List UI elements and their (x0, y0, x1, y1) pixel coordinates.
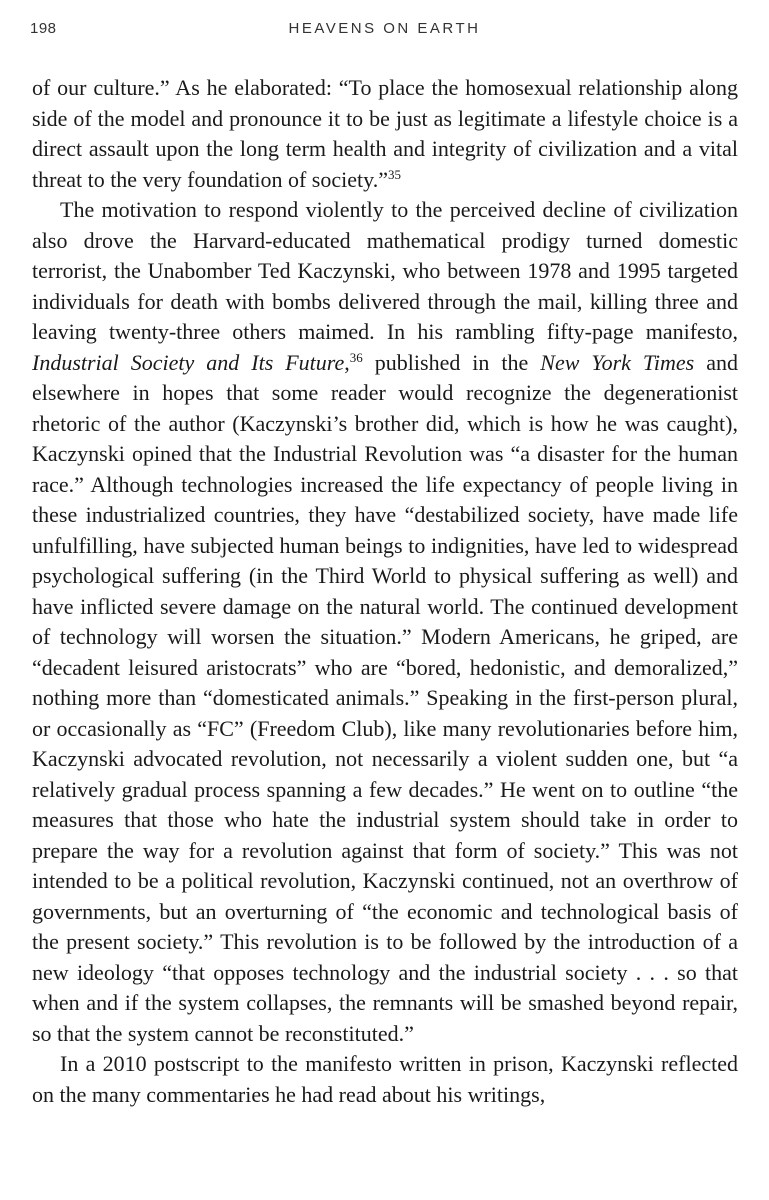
text-segment: of our culture.” As he elaborated: “To place the homosexual relationship along side of the model and pronounce it to be just as legitimate a lifestyle choice is a direct assault upon the long term health and integrity of civilization and a vital threat to the very foundation of society.” (32, 75, 738, 192)
text-segment: published in the (362, 349, 541, 375)
italic-title: New York Times (540, 349, 695, 375)
paragraph (32, 195, 738, 1049)
body-text (32, 73, 738, 1110)
text-segment: In a 2010 postscript to the manifesto written in prison, Kaczynski reflected on the many commentaries he had read about his writings, (32, 1051, 738, 1107)
italic-title: Industrial Society and Its Future (32, 349, 345, 375)
paragraph (32, 73, 738, 195)
page-number: 198 (30, 20, 57, 37)
footnote-marker: 36 (349, 349, 363, 365)
text-segment: , (344, 349, 350, 375)
text-segment: The motivation to respond violently to the perceived decline of civilization also drove the Harvard-educated mathematical prodigy turned domestic terrorist, the Unabomber Ted Kaczynski, who between 1978 and 1995 targeted individuals for death with bombs delivered through the mail, killing three and leaving twenty-three others maimed. In his rambling fifty-page manifesto, (32, 197, 738, 344)
text-segment: and elsewhere in hopes that some reader would recognize the degenerationist rhetoric of the author (Kaczynski’s brother did, which is how he was caught), Kaczynski opined that the Industrial Revolution was “a disaster for the human race.” Although technologies increased the life expectancy of people living in these industrialized countries, they have “destabilized society, have made life unfulfilling, have subjected human beings to indignities, have led to widespread psychological suffering (in the Third World to physical suffering as well) and have inflicted severe damage on the natural world. The continued development of technology will worsen the situation.” Modern Americans, he griped, are “decadent leisured aristocrats” who are “bored, hedonistic, and demoralized,” nothing more than “domesticated animals.” Speaking in the first-person plural, or occasionally as “FC” (Freedom Club), like many revolutionaries before him, Kaczynski advocated revolution, not necessarily a violent sudden one, but “a relatively gradual process spanning a few decades.” He went on to outline “the measures that those who hate the industrial system should take in order to prepare the way for a revolution against that form of society.” This was not intended to be a political revolution, Kaczynski continued, not an overthrow of governments, but an overturning of “the economic and technological basis of the present society.” This revolution is to be followed by the introduction of a new ideology “that opposes technology and the industrial society . . . so that when and if the system collapses, the remnants will be smashed beyond repair, so that the system cannot be reconstituted.” (32, 349, 738, 1046)
running-header (30, 18, 739, 42)
footnote-marker: 35 (387, 166, 401, 182)
paragraph (32, 1049, 738, 1110)
running-title: HEAVENS ON EARTH (288, 20, 481, 37)
